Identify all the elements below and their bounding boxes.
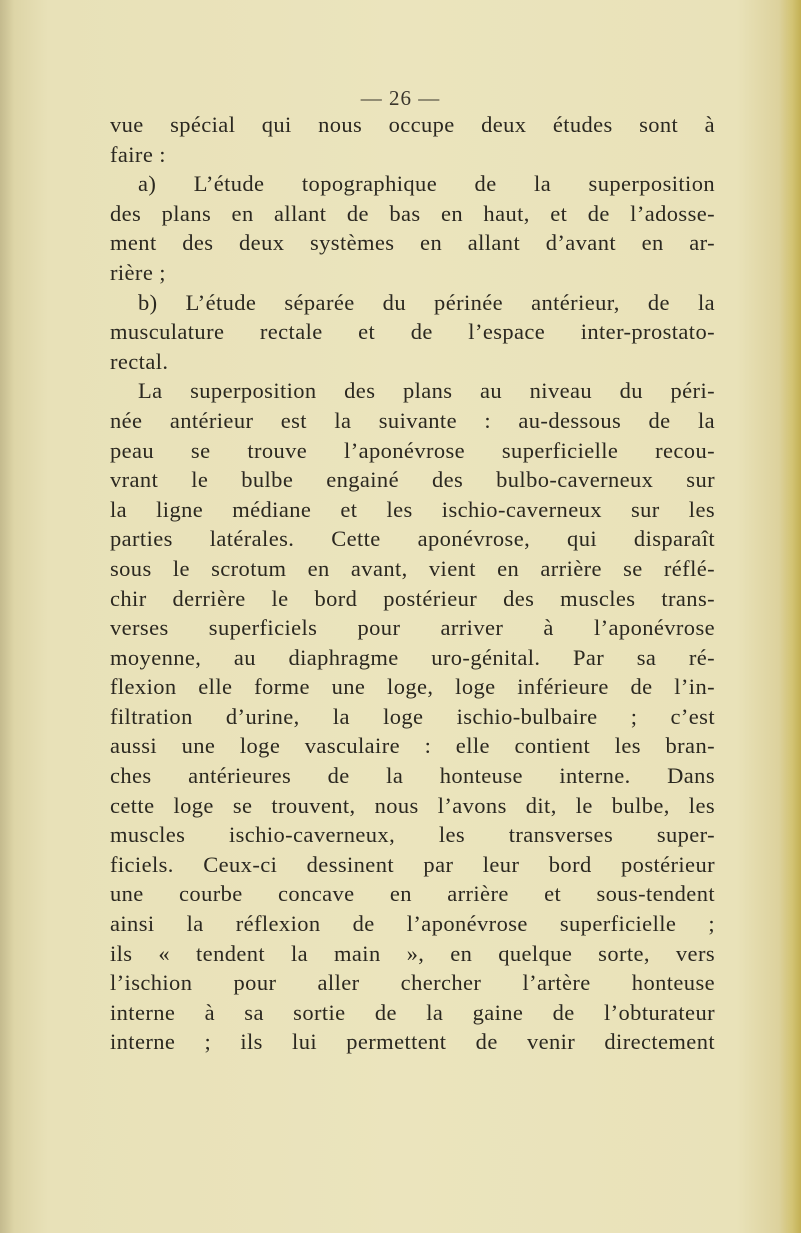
text-line: musculature rectale et de l’espace inter-prostato- <box>110 319 715 345</box>
text-line: a) L’étude topographique de la superposition <box>138 171 715 197</box>
text-line: filtration d’urine, la loge ischio-bulbaire ; c’est <box>110 703 715 729</box>
text-line: rectal. <box>110 348 169 374</box>
text-line: vue spécial qui nous occupe deux études sont à <box>110 112 715 137</box>
text-line: la ligne médiane et les ischio-caverneux sur les <box>110 496 715 522</box>
text-line: La superposition des plans au niveau du péri- <box>138 378 715 404</box>
text-line: aussi une loge vasculaire : elle contient les bran- <box>110 733 715 759</box>
text-line: peau se trouve l’aponévrose superficielle recou- <box>110 437 715 463</box>
text-line: ils « tendent la main », en quelque sorte, vers <box>110 940 715 966</box>
page-left-shadow <box>0 0 14 1233</box>
text-line: l’ischion pour aller chercher l’artère honteuse <box>110 970 715 996</box>
text-line: verses superficiels pour arriver à l’aponévrose <box>110 615 715 641</box>
text-line: moyenne, au diaphragme uro-génital. Par sa ré- <box>110 644 715 670</box>
text-line: muscles ischio-caverneux, les transverses super- <box>110 822 715 848</box>
text-line: née antérieur est la suivante : au-dessous de la <box>110 407 715 433</box>
text-line: vrant le bulbe engainé des bulbo-caverneux sur <box>110 467 715 493</box>
text-line: rière ; <box>110 259 166 285</box>
text-line: parties latérales. Cette aponévrose, qui disparaît <box>110 526 715 552</box>
text-line: flexion elle forme une loge, loge inférieure de l’in- <box>110 674 715 700</box>
text-line: chir derrière le bord postérieur des muscles trans- <box>110 585 715 611</box>
text-line: ches antérieures de la honteuse interne. Dans <box>110 763 715 789</box>
text-line: interne ; ils lui permettent de venir directement <box>110 1029 715 1055</box>
text-line: des plans en allant de bas en haut, et de l’adosse- <box>110 200 715 226</box>
page-right-edge <box>779 0 801 1233</box>
body-text <box>110 110 715 1057</box>
page-number: — 26 — <box>360 86 441 110</box>
text-line: ment des deux systèmes en allant d’avant en ar- <box>110 230 715 256</box>
text-line: cette loge se trouvent, nous l’avons dit, le bulbe, les <box>110 792 715 818</box>
text-line: interne à sa sortie de la gaine de l’obturateur <box>110 999 715 1025</box>
text-line: faire : <box>110 141 166 167</box>
text-line: ficiels. Ceux-ci dessinent par leur bord postérieur <box>110 851 715 877</box>
text-line: b) L’étude séparée du périnée antérieur, de la <box>138 289 715 315</box>
text-line: sous le scrotum en avant, vient en arrière se réflé- <box>110 555 715 581</box>
text-line: ainsi la réflexion de l’aponévrose superficielle ; <box>110 911 715 937</box>
text-line: une courbe concave en arrière et sous-tendent <box>110 881 715 907</box>
